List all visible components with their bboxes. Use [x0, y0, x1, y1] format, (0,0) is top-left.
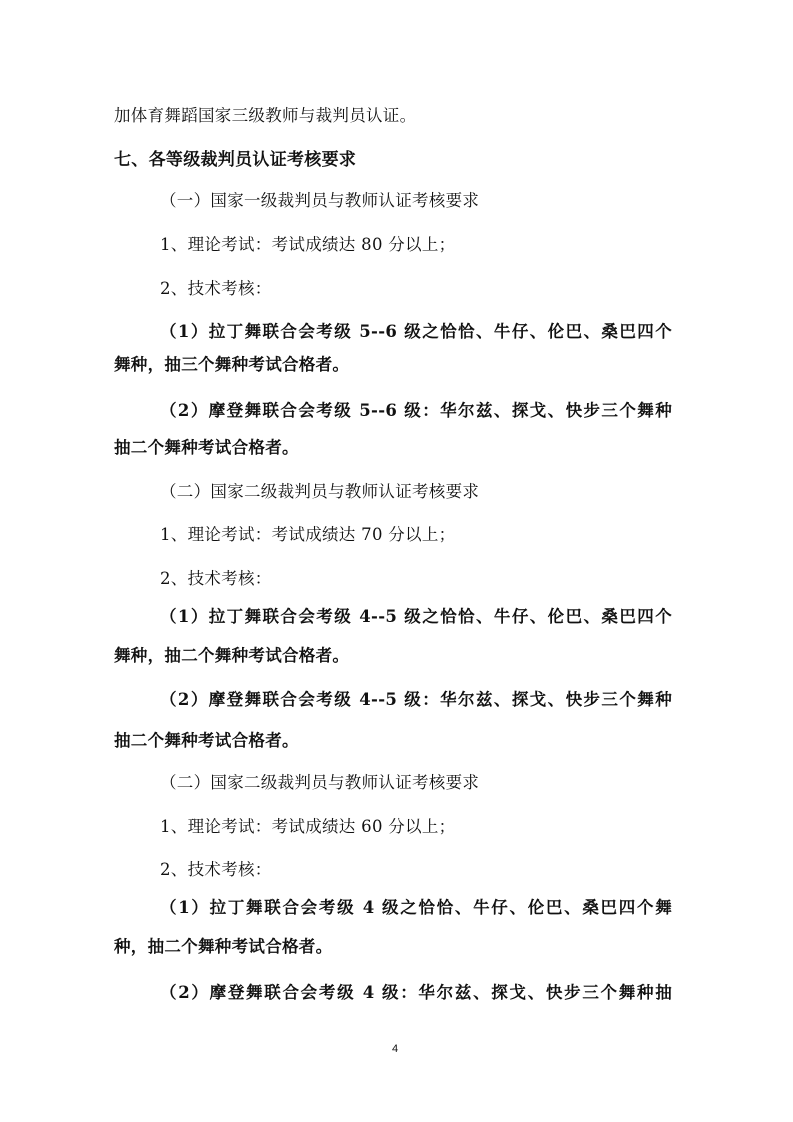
section-heading: 七、各等级裁判员认证考核要求 — [114, 150, 357, 170]
subsection-heading: （二）国家二级裁判员与教师认证考核要求 — [160, 482, 480, 501]
list-item: 1、理论考试：考试成绩达 80 分以上； — [160, 235, 456, 254]
list-item: 2、技术考核： — [160, 860, 272, 879]
list-item: 2、技术考核： — [160, 279, 272, 298]
list-item: 1、理论考试：考试成绩达 70 分以上； — [160, 525, 456, 544]
page-number: 4 — [392, 1043, 399, 1055]
list-item-continuation: 舞种，抽三个舞种考试合格者。 — [114, 355, 350, 374]
list-item: （2）摩登舞联合会考级 4--5 级：华尔兹、探戈、快步三个舞种 — [160, 690, 672, 709]
list-item: 1、理论考试：考试成绩达 60 分以上； — [160, 817, 456, 836]
list-item-continuation: 抽二个舞种考试合格者。 — [114, 438, 299, 457]
subsection-heading: （一）国家一级裁判员与教师认证考核要求 — [160, 191, 480, 210]
list-item-continuation: 舞种，抽二个舞种考试合格者。 — [114, 646, 350, 665]
list-item: 2、技术考核： — [160, 569, 272, 588]
list-item-continuation: 种，抽二个舞种考试合格者。 — [114, 937, 333, 956]
list-item-continuation: 抽二个舞种考试合格者。 — [114, 731, 299, 750]
list-item: （1）拉丁舞联合会考级 5--6 级之恰恰、牛仔、伦巴、桑巴四个 — [160, 322, 672, 341]
subsection-heading: （二）国家二级裁判员与教师认证考核要求 — [160, 773, 480, 792]
list-item: （1）拉丁舞联合会考级 4 级之恰恰、牛仔、伦巴、桑巴四个舞 — [160, 898, 672, 917]
paragraph-continuation: 加体育舞蹈国家三级教师与裁判员认证。 — [114, 106, 417, 125]
list-item: （1）拉丁舞联合会考级 4--5 级之恰恰、牛仔、伦巴、桑巴四个 — [160, 607, 672, 626]
list-item: （2）摩登舞联合会考级 5--6 级：华尔兹、探戈、快步三个舞种 — [160, 401, 672, 420]
list-item: （2）摩登舞联合会考级 4 级：华尔兹、探戈、快步三个舞种抽 — [160, 983, 672, 1002]
